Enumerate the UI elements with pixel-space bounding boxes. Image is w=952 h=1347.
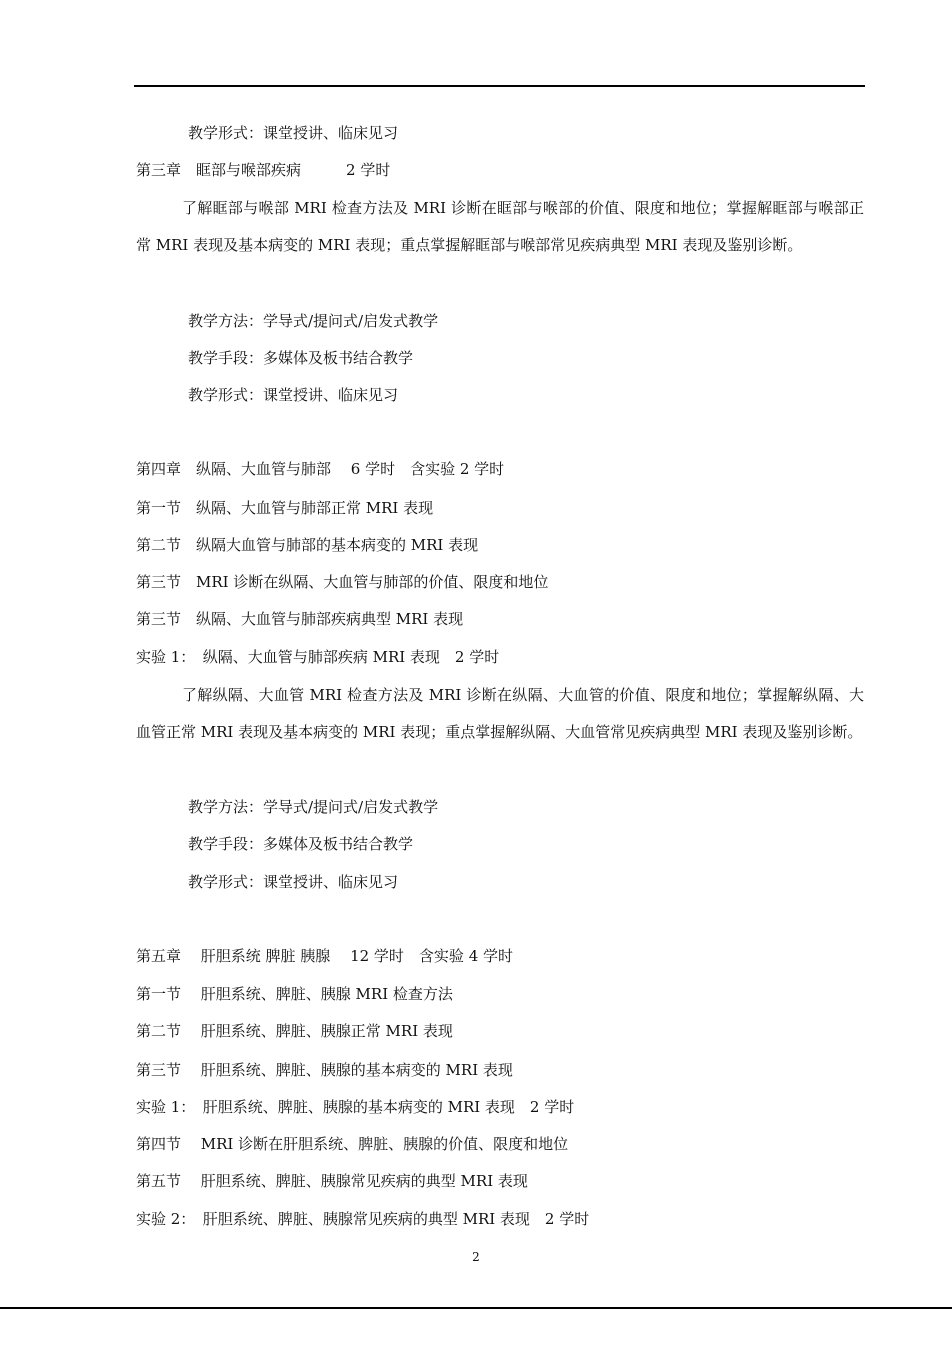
section-line: 第一节 纵隔、大血管与肺部正常 MRI 表现: [136, 499, 434, 517]
section-line: 第三节 肝胆系统、脾脏、胰腺的基本病变的 MRI 表现: [136, 1061, 513, 1079]
section-line: 第五节 肝胆系统、脾脏、胰腺常见疾病的典型 MRI 表现: [136, 1172, 528, 1190]
teaching-form-line: 教学形式：课堂授讲、临床见习: [188, 873, 399, 891]
page-number: 2: [472, 1250, 480, 1264]
header-rule: [134, 85, 865, 87]
section-line: 第二节 纵隔大血管与肺部的基本病变的 MRI 表现: [136, 536, 479, 554]
experiment-line: 实验 2： 肝胆系统、脾脏、胰腺常见疾病的典型 MRI 表现 2 学时: [136, 1210, 590, 1228]
section-line: 第二节 肝胆系统、脾脏、胰腺正常 MRI 表现: [136, 1022, 453, 1040]
teaching-means-line: 教学手段：多媒体及板书结合教学: [188, 349, 414, 367]
teaching-means-line: 教学手段：多媒体及板书结合教学: [188, 835, 414, 853]
section-line: 第一节 肝胆系统、脾脏、胰腺 MRI 检查方法: [136, 985, 453, 1003]
experiment-line: 实验 1： 肝胆系统、脾脏、胰腺的基本病变的 MRI 表现 2 学时: [136, 1098, 575, 1116]
chapter-3-heading: 第三章 眶部与喉部疾病 2 学时: [136, 161, 391, 179]
teaching-method-line: 教学方法：学导式/提问式/启发式教学: [188, 312, 439, 330]
chapter-3-objectives: 了解眶部与喉部 MRI 检查方法及 MRI 诊断在眶部与喉部的价值、限度和地位；掌握解眶部与喉部正常 MRI 表现及基本病变的 MRI 表现；重点掌握解眶部与喉部常见疾病典型 MRI 表现及鉴别诊断。: [136, 199, 864, 254]
page-bottom-rule: [0, 1307, 952, 1309]
teaching-method-line: 教学方法：学导式/提问式/启发式教学: [188, 798, 439, 816]
section-line: 第三节 纵隔、大血管与肺部疾病典型 MRI 表现: [136, 610, 464, 628]
section-line: 第四节 MRI 诊断在肝胆系统、脾脏、胰腺的价值、限度和地位: [136, 1135, 569, 1153]
teaching-form-line: 教学形式：课堂授讲、临床见习: [188, 124, 399, 142]
section-line: 第三节 MRI 诊断在纵隔、大血管与肺部的价值、限度和地位: [136, 573, 549, 591]
chapter-5-heading: 第五章 肝胆系统 脾脏 胰腺 12 学时 含实验 4 学时: [136, 947, 514, 965]
experiment-line: 实验 1： 纵隔、大血管与肺部疾病 MRI 表现 2 学时: [136, 648, 500, 666]
chapter-4-heading: 第四章 纵隔、大血管与肺部 6 学时 含实验 2 学时: [136, 460, 505, 478]
teaching-form-line: 教学形式：课堂授讲、临床见习: [188, 386, 399, 404]
chapter-4-objectives: 了解纵隔、大血管 MRI 检查方法及 MRI 诊断在纵隔、大血管的价值、限度和地位；掌握解纵隔、大血管正常 MRI 表现及基本病变的 MRI 表现；重点掌握解纵隔、大血管常见疾病典型 MRI 表现及鉴别诊断。: [136, 686, 864, 741]
